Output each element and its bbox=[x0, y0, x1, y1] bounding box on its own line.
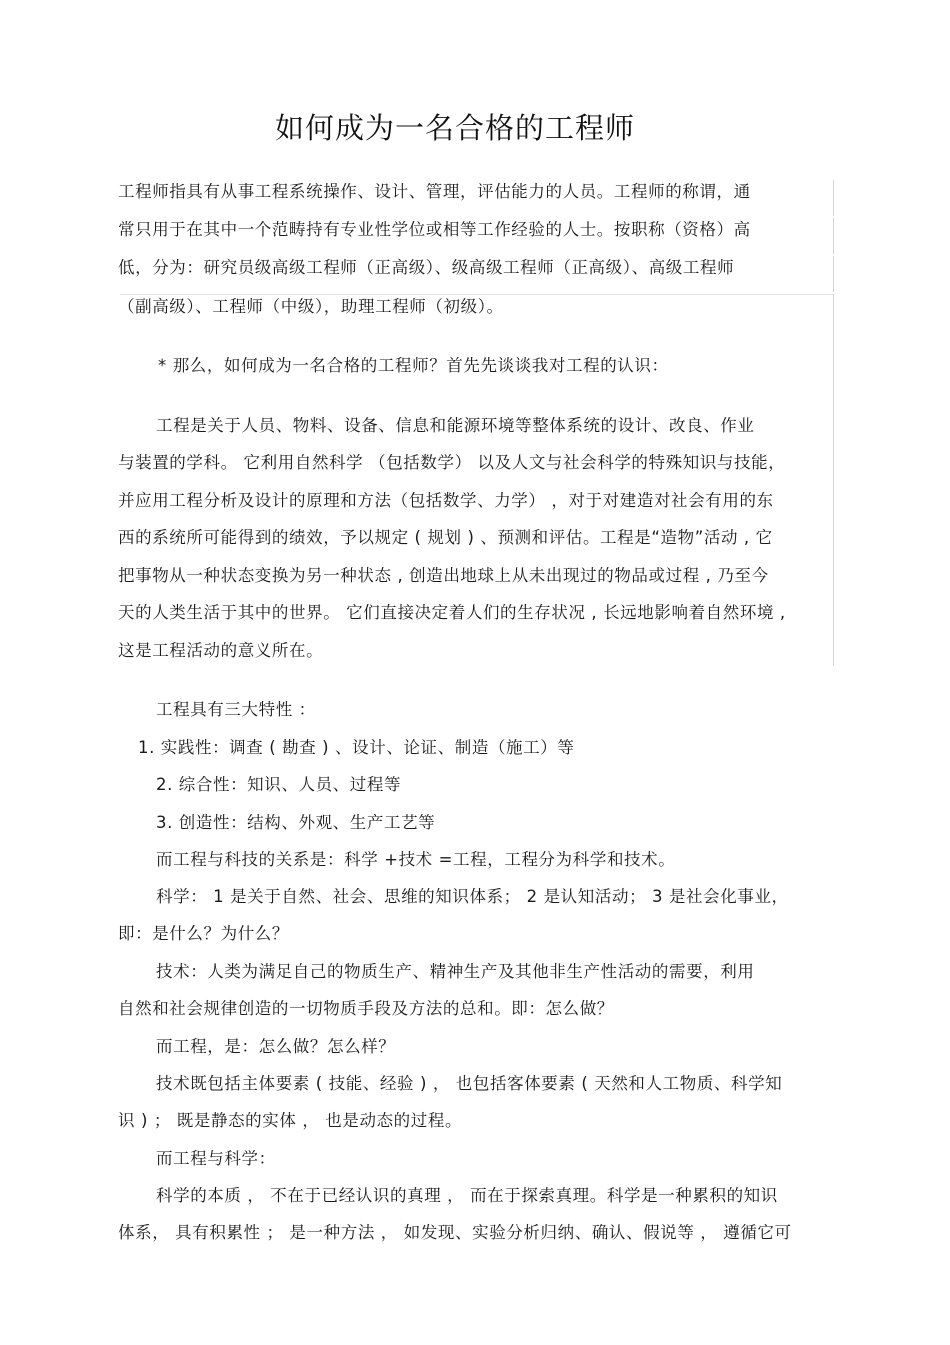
text-line: 低，分为：研究员级高级工程师（正高级）、级高级工程师（正高级）、高级工程师 bbox=[118, 258, 735, 277]
text-line: 常只用于在其中一个范畴持有专业性学位或相等工作经验的人士。按职称（资格）高 bbox=[118, 220, 751, 239]
text-line: 把事物从一种状态变换为另一种状态 , 创造出地球上从未出现过的物品或过程 , 乃至今 bbox=[118, 566, 769, 585]
list-item: 2. 综合性：知识、人员、过程等 bbox=[156, 775, 402, 794]
text-line: 而工程与科技的关系是：科学 +技术 =工程，工程分为科学和技术。 bbox=[156, 850, 676, 869]
text-line: 工程是关于人员、物料、设备、信息和能源环境等整体系统的设计、改良、作业 bbox=[156, 416, 755, 435]
text-line: 而工程与科学： bbox=[156, 1149, 276, 1168]
text-line: 技术既包括主体要素 ( 技能、经验 ) ， 也包括客体要素 ( 天然和人工物质、科学知 bbox=[156, 1074, 783, 1093]
text-line: 体系， 具有积累性 ； 是一种方法 ， 如发现、实验分析归纳、确认、假说等 ， 遵循它可 bbox=[118, 1223, 792, 1242]
column-divider bbox=[833, 180, 834, 216]
text-line: 识 ) ； 既是静态的实体 ， 也是动态的过程。 bbox=[118, 1111, 463, 1130]
text-line: 即：是什么？为什么？ bbox=[118, 924, 289, 943]
text-line: 与装置的学科。 它利用自然科学 （包括数学） 以及人文与社会科学的特殊知识与技能， bbox=[118, 453, 786, 472]
text-line: 并应用工程分析及设计的原理和方法（包括数学、力学） ，对于对建造对社会有用的东 bbox=[118, 491, 774, 510]
column-divider bbox=[833, 256, 834, 292]
text-line: 自然和社会规律创造的一切物质手段及方法的总和。即：怎么做？ bbox=[118, 999, 614, 1018]
text-line: 技术：人类为满足自己的物质生产、精神生产及其他非生产性活动的需要，利用 bbox=[156, 962, 755, 981]
text-line: 科学： 1 是关于自然、社会、思维的知识体系； 2 是认知活动； 3 是社会化事业， bbox=[156, 887, 789, 906]
text-line: 这是工程活动的意义所在。 bbox=[118, 641, 324, 660]
column-divider bbox=[833, 294, 834, 666]
list-item: 3. 创造性：结构、外观、生产工艺等 bbox=[156, 813, 436, 832]
text-line: 工程师指具有从事工程系统操作、设计、管理，评估能力的人员。工程师的称谓，通 bbox=[118, 182, 751, 201]
text-line: 天的人类生活于其中的世界。 它们直接决定着人们的生存状况 , 长远地影响着自然环境 , bbox=[118, 603, 786, 622]
text-line: 工程具有三大特性 ： bbox=[156, 700, 316, 719]
column-divider bbox=[833, 218, 834, 254]
text-line: 西的系统所可能得到的绩效，予以规定 ( 规划 ) 、预测和评估。工程是“造物”活动 , 它 bbox=[118, 528, 773, 547]
text-line: * 那么，如何成为一名合格的工程师？首先先谈谈我对工程的认识： bbox=[158, 356, 669, 375]
text-line: 而工程，是：怎么做？怎么样？ bbox=[156, 1037, 396, 1056]
list-item: 1. 实践性：调查 ( 勘查 ) 、设计、论证、制造（施工）等 bbox=[138, 738, 575, 757]
document-title: 如何成为一名合格的工程师 bbox=[274, 111, 635, 145]
row-divider bbox=[120, 294, 833, 295]
text-line: （副高级）、工程师（中级），助理工程师（初级）。 bbox=[118, 297, 504, 316]
text-line: 科学的本质 ， 不在于已经认识的真理 ， 而在于探索真理。科学是一种累积的知识 bbox=[156, 1186, 778, 1205]
